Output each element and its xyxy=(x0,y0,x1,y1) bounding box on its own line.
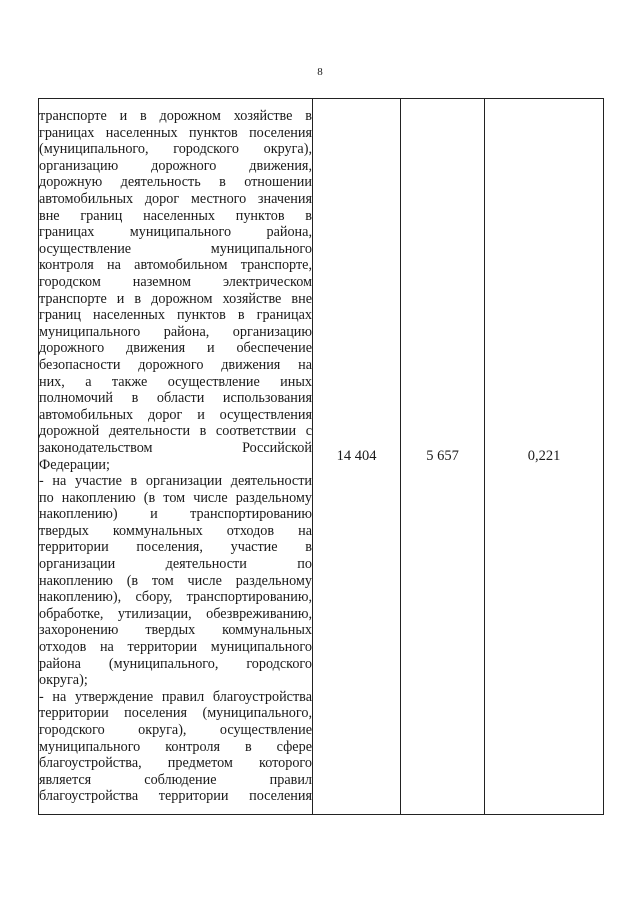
text-line: дорожной деятельности в соответствии с xyxy=(39,423,312,440)
text-line: осуществление муниципального xyxy=(39,240,312,257)
text-line: границах населенных пунктов поселения xyxy=(39,124,312,141)
table-row xyxy=(39,99,604,815)
text-line: (муниципального, городского округа), xyxy=(39,141,312,158)
text-line: автомобильных дорог и осуществления xyxy=(39,406,312,423)
description-text xyxy=(39,108,312,805)
text-line: автомобильных дорог местного значения xyxy=(39,191,312,207)
value-2-cell: 5 657 xyxy=(401,99,485,815)
text-line: городского округа), осуществление xyxy=(39,722,312,738)
text-line: контроля на автомобильном транспорте, xyxy=(39,257,312,274)
text-line: территории поселения (муниципального, xyxy=(39,705,312,722)
text-line: муниципального района, организацию xyxy=(39,323,312,340)
text-line: благоустройства, предметом которого xyxy=(39,755,312,772)
text-line: накоплению), сбору, транспортированию, xyxy=(39,589,312,606)
text-line: - на утверждение правил благоустройства xyxy=(39,688,312,705)
text-line: отходов на территории муниципального xyxy=(39,639,312,656)
description-cell xyxy=(39,99,313,815)
page-number: 8 xyxy=(317,66,323,78)
text-line: организацию дорожного движения, xyxy=(39,157,312,174)
text-line: района (муниципального, городского xyxy=(39,655,312,672)
text-line: дорожную деятельность в отношении xyxy=(39,174,312,191)
text-line: округа); xyxy=(39,672,88,689)
text-line: вне границ населенных пунктов в xyxy=(39,207,312,224)
text-line: транспорте и в дорожном хозяйстве в xyxy=(39,108,312,125)
text-line: полномочий в области использования xyxy=(39,390,312,407)
value-1-cell: 14 404 xyxy=(313,99,401,815)
value-3-cell: 0,221 xyxy=(485,99,604,815)
text-line: городском наземном электрическом xyxy=(39,273,312,290)
text-line: организации деятельности по xyxy=(39,556,312,573)
text-line: накоплению (в том числе раздельному xyxy=(39,572,312,589)
text-line: по накоплению (в том числе раздельному xyxy=(39,489,312,506)
text-line: территории поселения, участие в xyxy=(39,539,312,556)
data-table xyxy=(38,98,604,815)
text-line: муниципального контроля в сфере xyxy=(39,738,312,755)
text-line: обработке, утилизации, обезвреживанию, xyxy=(39,605,312,622)
text-line: них, а также осуществление иных xyxy=(39,373,312,390)
text-line: законодательством Российской xyxy=(39,439,312,456)
text-line: границ населенных пунктов в границах xyxy=(39,307,312,324)
text-line: твердых коммунальных отходов на xyxy=(39,522,312,539)
text-line: транспорте и в дорожном хозяйстве вне xyxy=(39,290,312,307)
text-line: дорожного движения и обеспечение xyxy=(39,340,312,357)
text-line: границах муниципального района, xyxy=(39,224,312,241)
text-line: накоплению) и транспортированию xyxy=(39,506,312,523)
text-line: безопасности дорожного движения на xyxy=(39,356,312,373)
text-line: захоронению твердых коммунальных xyxy=(39,622,312,639)
text-line: - на участие в организации деятельности xyxy=(39,473,312,490)
text-line: является соблюдение правил xyxy=(39,771,312,788)
text-line: Федерации; xyxy=(39,456,110,473)
text-line: благоустройства территории поселения xyxy=(39,788,312,805)
